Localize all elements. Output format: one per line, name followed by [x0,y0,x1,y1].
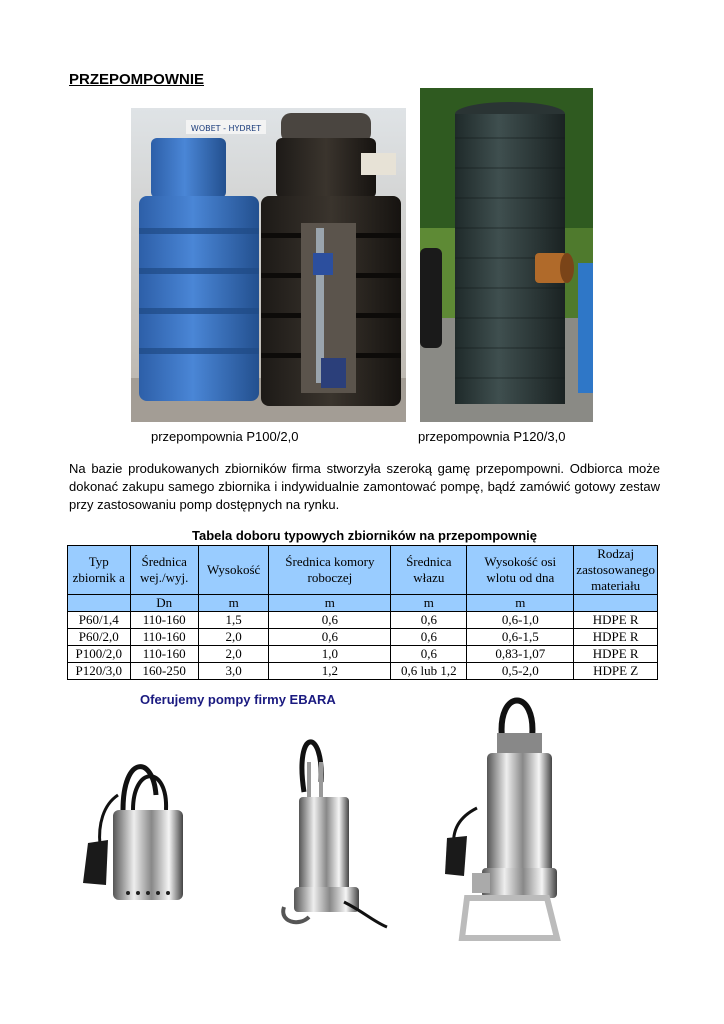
unit-cell: m [269,595,391,612]
table-header-row [68,546,658,595]
unit-cell: m [198,595,268,612]
table-cell: 0,6 [269,612,391,629]
table-cell: 0,6 lub 1,2 [391,663,467,680]
col-header-inlet-axis-height: Wysokość osi wlotu od dna [467,546,574,595]
unit-cell: m [391,595,467,612]
photo-pumping-station-p100 [131,108,406,422]
photo-caption-right: przepompownia P120/3,0 [418,429,566,444]
table-cell: 0,6-1,5 [467,629,574,646]
table-cell: 0,5-2,0 [467,663,574,680]
table-cell: 110-160 [130,629,198,646]
unit-cell: Dn [130,595,198,612]
intro-paragraph: Na bazie produkowanych zbiorników firma stworzyła szeroką gamę przepompowni. Odbiorca może dokonać zakupu samego zbiornika i indywidualnie zamontować pompę, bądź zamówić gotowy zestaw przy zastosowaniu pomp dostępnych na rynku. [69,461,660,512]
col-header-material: Rodzaj zastosowanego materiału [574,546,658,595]
ebara-offer-heading: Oferujemy pompy firmy EBARA [140,692,336,707]
table-cell: 0,6 [391,612,467,629]
table-cell: 2,0 [198,646,268,663]
table-cell: P60/2,0 [68,629,131,646]
pump-image-1 [78,735,188,910]
table-cell: HDPE Z [574,663,658,680]
table-cell: 1,0 [269,646,391,663]
svg-text:WOBET - HYDRET: WOBET - HYDRET [190,124,262,133]
photo-pumping-station-p120 [420,88,593,422]
table-cell: 0,6 [269,629,391,646]
table-cell: 3,0 [198,663,268,680]
tank-selection-table [67,545,658,680]
col-header-height: Wysokość [198,546,268,595]
table-cell: 0,83-1,07 [467,646,574,663]
table-cell: HDPE R [574,629,658,646]
col-header-type: Typ zbiornik a [68,546,131,595]
table-cell: P120/3,0 [68,663,131,680]
table-cell: P60/1,4 [68,612,131,629]
unit-cell: m [467,595,574,612]
table-cell: 1,2 [269,663,391,680]
table-cell: 0,6-1,0 [467,612,574,629]
table-cell: HDPE R [574,612,658,629]
table-cell: 110-160 [130,612,198,629]
table-row [68,646,658,663]
table-cell: 0,6 [391,646,467,663]
table-cell: HDPE R [574,646,658,663]
unit-cell [68,595,131,612]
table-title: Tabela doboru typowych zbiorników na przepompownię [191,528,537,543]
table-cell: 0,6 [391,629,467,646]
table-cell: 1,5 [198,612,268,629]
page-title: PRZEPOMPOWNIE [69,71,205,88]
col-header-inlet-diameter: Średnica wej./wyj. [130,546,198,595]
table-cell: 2,0 [198,629,268,646]
table-row [68,663,658,680]
table-cell: 160-250 [130,663,198,680]
pump-image-2 [279,722,389,930]
unit-cell [574,595,658,612]
table-row [68,629,658,646]
table-row [68,612,658,629]
photo-caption-left: przepompownia P100/2,0 [151,429,299,444]
table-units-row [68,595,658,612]
pump-image-3 [442,688,572,943]
col-header-chamber-diameter: Średnica komory roboczej [269,546,391,595]
col-header-hatch-diameter: Średnica włazu [391,546,467,595]
table-cell: P100/2,0 [68,646,131,663]
table-cell: 110-160 [130,646,198,663]
